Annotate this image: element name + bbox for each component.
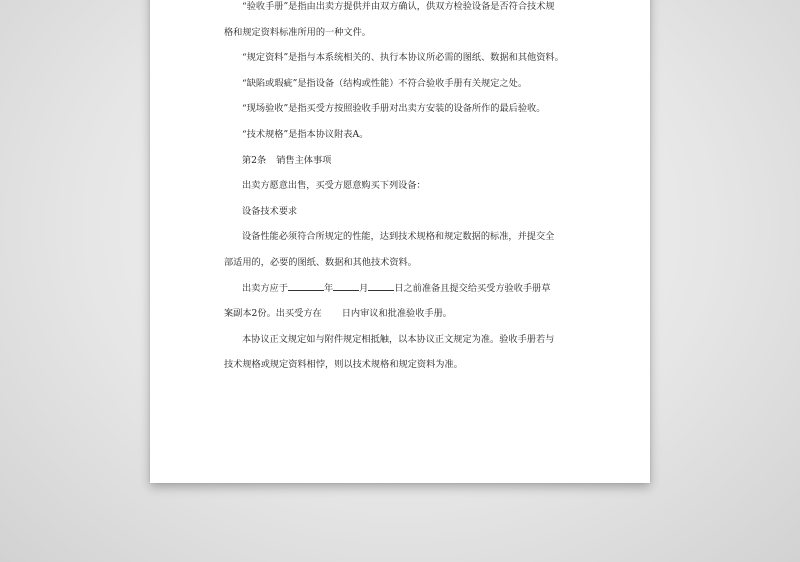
sale-statement: 出卖方愿意出售，买受方愿意购买下列设备： xyxy=(242,180,426,192)
deadline-text-end: 日之前准备且提交给买受方验收手册草 xyxy=(394,282,551,294)
definition-site-acceptance: “现场验收”是指买受方按照验收手册对出卖方安装的设备所作的最后验收。 xyxy=(242,103,546,115)
year-blank xyxy=(288,281,324,291)
day-blank xyxy=(368,281,394,291)
precedence-paragraph-line1: 本协议正文规定如与附件规定相抵触，以本协议正文规定为准。验收手册若与 xyxy=(242,333,555,345)
section-number: 第2条 xyxy=(242,154,267,166)
definition-defect: “缺陷或瑕疵”是指设备（结构或性能）不符合验收手册有关规定之处。 xyxy=(242,77,528,89)
performance-paragraph-line2: 部适用的，必要的图纸、数据和其他技术资料。 xyxy=(224,256,417,268)
deadline-text-start: 出卖方应于 xyxy=(242,282,288,294)
definition-technical-spec: “技术规格”是指本协议附表A。 xyxy=(242,128,369,140)
section-title: 销售主体事项 xyxy=(276,154,332,166)
deadline-paragraph-line1 xyxy=(224,276,582,302)
equipment-requirements-heading: 设备技术要求 xyxy=(242,205,298,217)
precedence-paragraph-line2: 技术规格或规定资料相悖，则以技术规格和规定资料为准。 xyxy=(224,359,463,371)
deadline-paragraph-line2 xyxy=(224,301,582,327)
month-blank xyxy=(333,281,359,291)
review-text-end: 日内审议和批准验收手册。 xyxy=(341,308,452,320)
performance-paragraph-line1: 设备性能必须符合所规定的性能，达到技术规格和规定数据的标准，并提交全 xyxy=(242,231,555,243)
review-text-start: 案副本2份。出买受方在 xyxy=(224,308,322,320)
section-heading xyxy=(224,148,582,174)
document-page xyxy=(150,0,650,483)
year-label: 年 xyxy=(323,282,334,294)
definition-specified-materials: “规定资料”是指与本系统相关的、执行本协议所必需的图纸、数据和其他资料。 xyxy=(242,52,564,64)
definition-acceptance-manual-line1: “验收手册”是指由出卖方提供并由双方确认，供双方检验设备是否符合技术规 xyxy=(242,1,555,12)
document-body xyxy=(224,0,582,378)
definition-acceptance-manual-line2: 格和规定资料标准所用的一种文件。 xyxy=(224,26,371,38)
month-label: 月 xyxy=(359,282,369,294)
